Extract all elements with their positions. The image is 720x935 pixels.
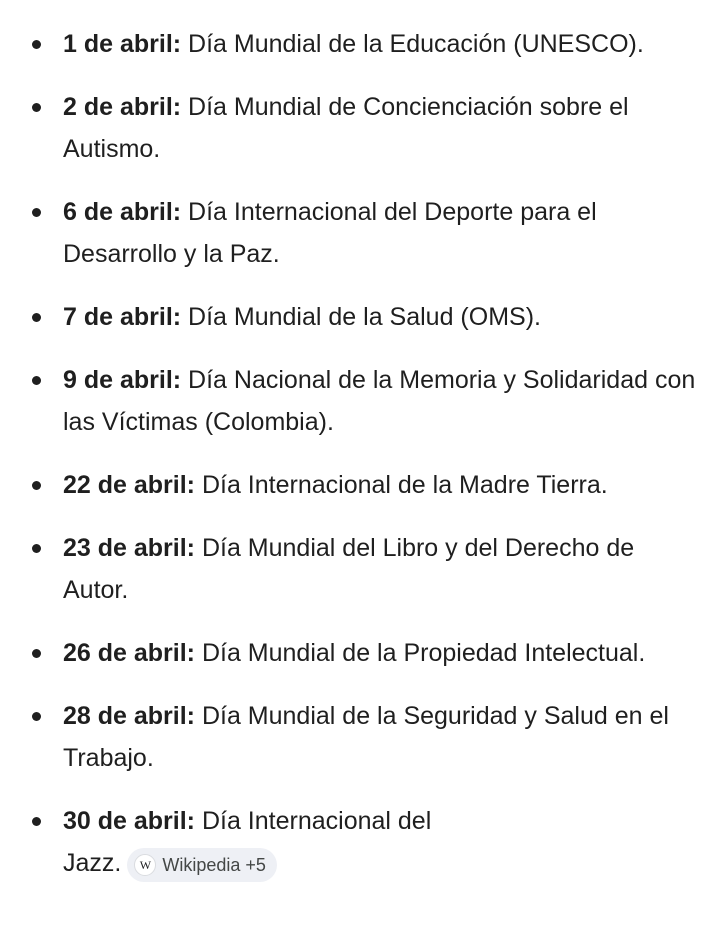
bullet-icon [32,649,41,658]
item-text: Día Mundial del Libro y del Derecho de Autor. [63,534,635,604]
item-text-line2: Jazz. [63,849,122,877]
item-text-line1: Día Internacional del [201,807,432,835]
list-item [0,695,720,779]
bullet-icon [32,313,41,322]
list-item [0,23,720,65]
item-date: 6 de abril: [63,198,182,226]
item-text: Día Mundial de la Seguridad y Salud en el Trabajo. [63,702,669,772]
bullet-icon [32,817,41,826]
bullet-icon [32,208,41,217]
item-date: 22 de abril: [63,471,195,499]
list-item [0,296,720,338]
item-date: 26 de abril: [63,639,195,667]
item-date: 1 de abril: [63,30,182,58]
bullet-icon [32,712,41,721]
item-date: 28 de abril: [63,702,195,730]
item-text: Día Nacional de la Memoria y Solidaridad con las Víctimas (Colombia). [63,366,696,436]
wikipedia-icon: W [134,854,156,876]
item-text: Día Internacional de la Madre Tierra. [201,471,608,499]
item-date: 9 de abril: [63,366,182,394]
list-item [0,359,720,443]
item-date: 23 de abril: [63,534,195,562]
list-item [0,800,720,884]
list-item [0,86,720,170]
item-text: Día Mundial de Concienciación sobre el Autismo. [63,93,629,163]
bullet-icon [32,544,41,553]
item-date: 2 de abril: [63,93,182,121]
list-item [0,527,720,611]
bullet-icon [32,481,41,490]
item-date: 7 de abril: [63,303,182,331]
item-text: Día Mundial de la Propiedad Intelectual. [201,639,646,667]
list-item [0,464,720,506]
list-item [0,191,720,275]
bullet-icon [32,376,41,385]
list-item [0,632,720,674]
bullet-icon [32,40,41,49]
item-date: 30 de abril: [63,807,195,835]
item-text: Día Mundial de la Educación (UNESCO). [188,30,644,58]
bullet-icon [32,103,41,112]
item-text: Día Mundial de la Salud (OMS). [188,303,541,331]
item-text: Día Internacional del Deporte para el Desarrollo y la Paz. [63,198,597,268]
source-chip[interactable] [127,848,277,882]
source-chip-label: Wikipedia +5 [162,855,266,875]
